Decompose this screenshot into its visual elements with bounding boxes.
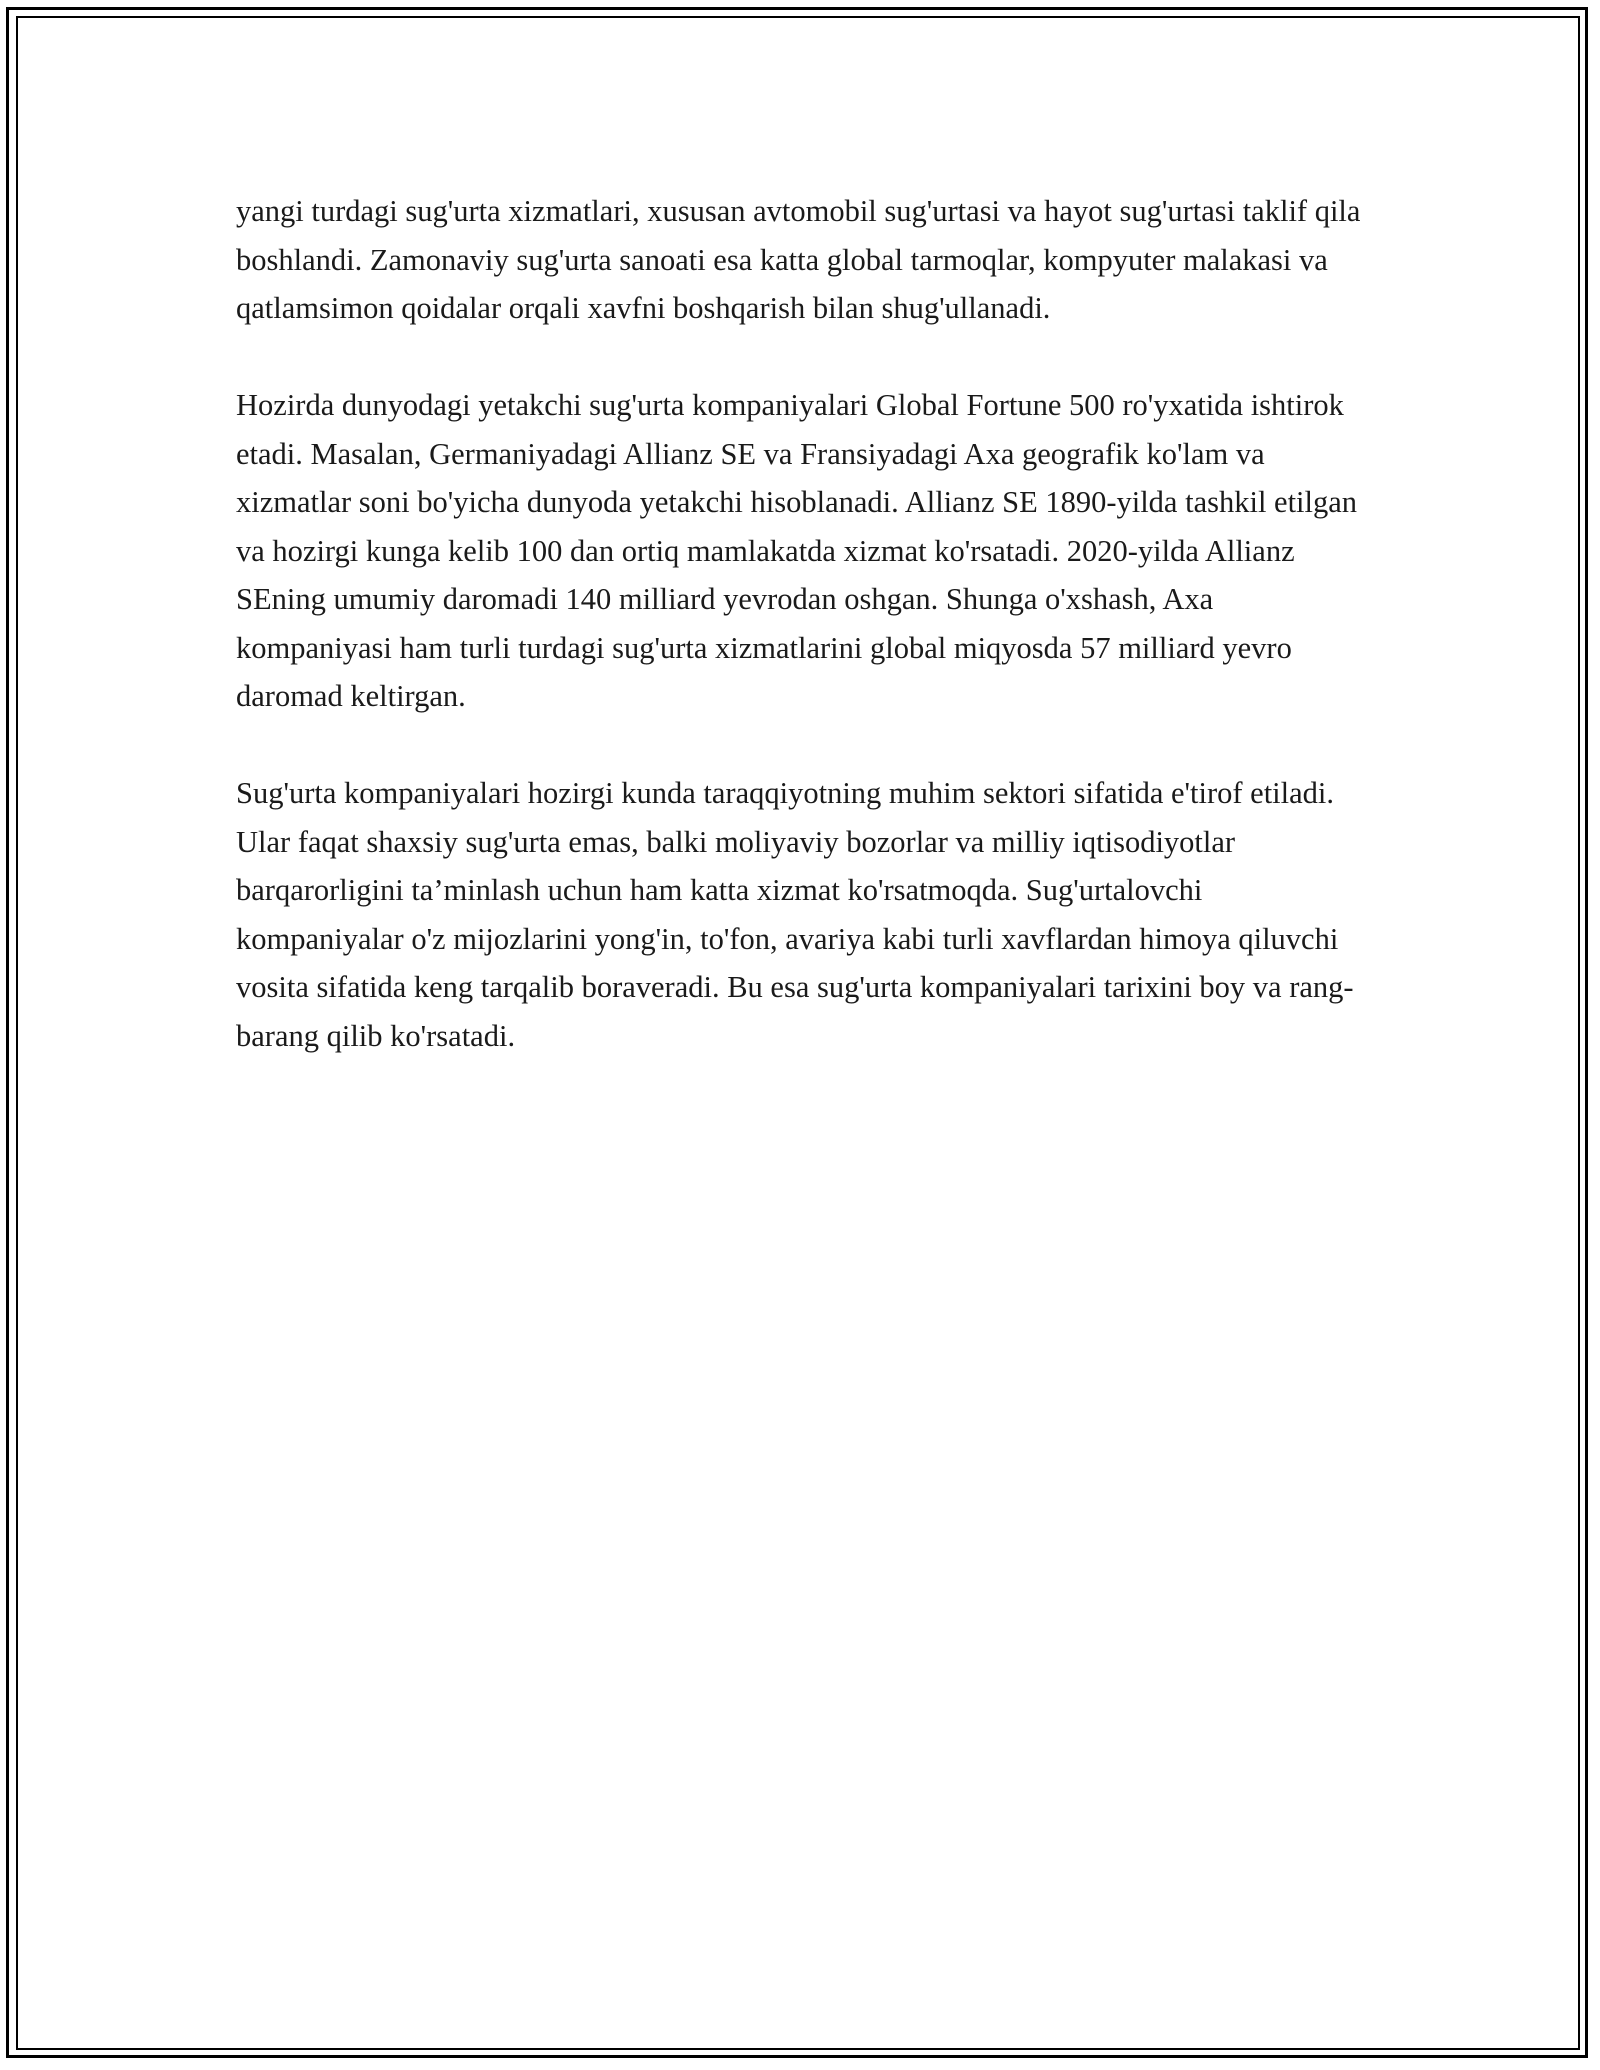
paragraph: Hozirda dunyodagi yetakchi sug'urta kompaniyalari Global Fortune 500 ro'yxatida ishtirok etadi. Masalan, Germaniyadagi Allianz SE va Fransiyadagi Axa geografik ko'lam va xizmatlar soni bo'yicha dunyoda yetakchi hisoblanadi. Allianz SE 1890-yilda tashkil etilgan va hozirgi kunga kelib 100 dan ortiq mamlakatda xizmat ko'rsatadi. 2020-yilda Allianz SEning umumiy daromadi 140 milliard yevrodan oshgan. Shunga o'xshash, Axa kompaniyasi ham turli turdagi sug'urta xizmatlarini global miqyosda 57 milliard yevro daromad keltirgan. (236, 388, 1358, 713)
document-body (236, 187, 1366, 1109)
paragraph: yangi turdagi sug'urta xizmatlari, xususan avtomobil sug'urtasi va hayot sug'urtasi taklif qila boshlandi. Zamonaviy sug'urta sanoati esa katta global tarmoqlar, kompyuter malakasi va qatlamsimon qoidalar orqali xavfni boshqarish bilan shug'ullanadi. (236, 194, 1361, 325)
paragraph: Sug'urta kompaniyalari hozirgi kunda taraqqiyotning muhim sektori sifatida e'tirof etiladi. Ular faqat shaxsiy sug'urta emas, balki moliyaviy bozorlar va milliy iqtisodiyotlar barqarorligini ta’minlash uchun ham katta xizmat ko'rsatmoqda. Sug'urtalovchi kompaniyalar o'z mijozlarini yong'in, to'fon, avariya kabi turli xavflardan himoya qiluvchi vosita sifatida keng tarqalib boraveradi. Bu esa sug'urta kompaniyalari tarixini boy va rang-barang qilib ko'rsatadi. (236, 776, 1354, 1053)
